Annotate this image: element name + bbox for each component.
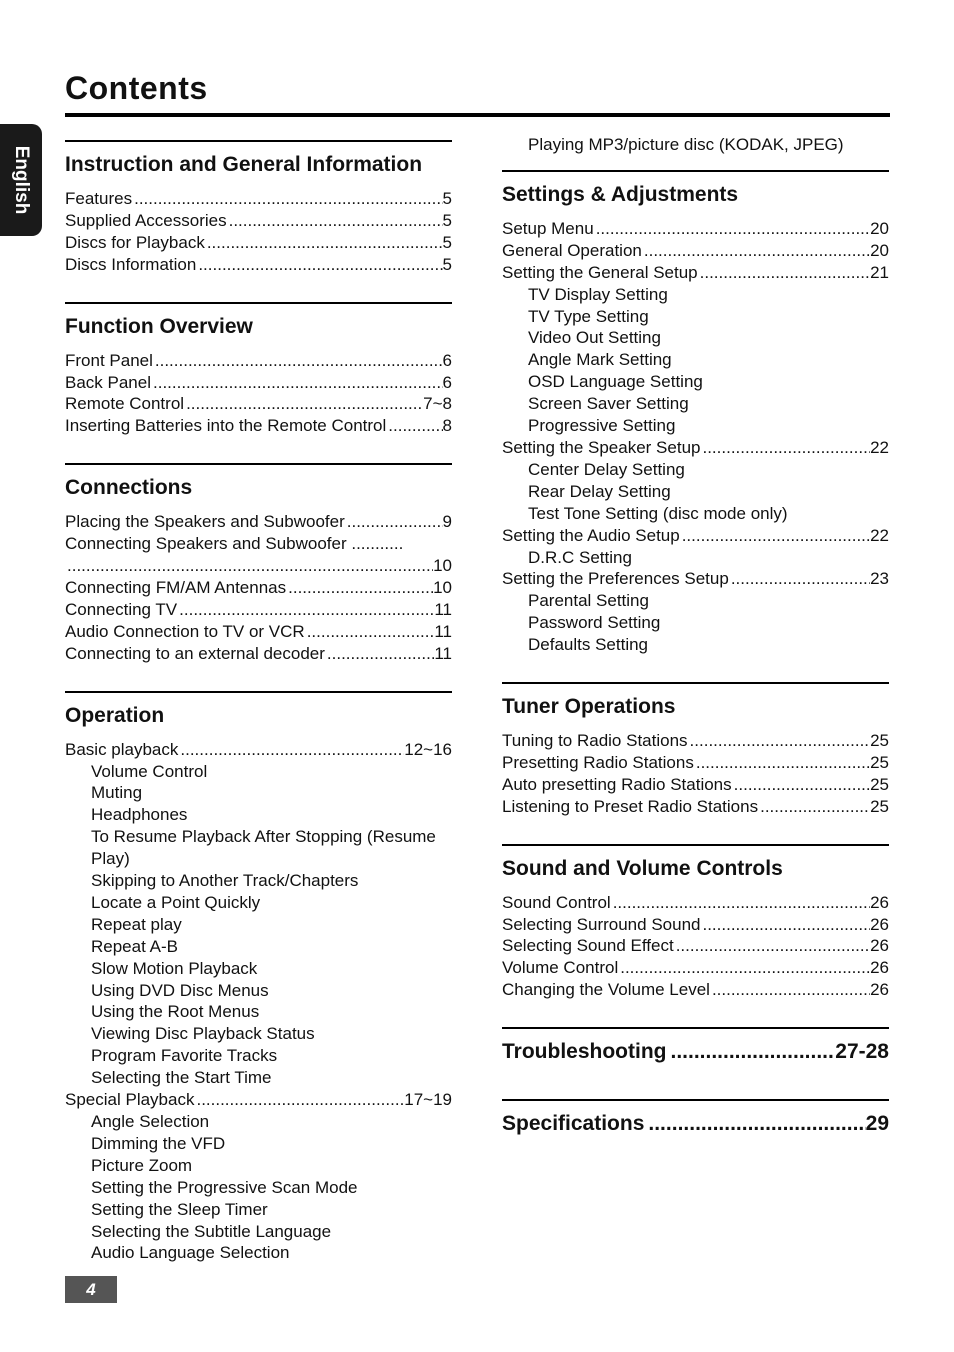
entry-page: 20	[870, 240, 889, 260]
entry-label: Listening to Preset Radio Stations	[502, 796, 759, 816]
toc-subentry[interactable]: OSD Language Setting	[528, 372, 703, 392]
toc-entry[interactable]	[65, 577, 452, 599]
entry-list	[65, 188, 452, 276]
toc-entry[interactable]	[65, 350, 452, 372]
entry-page: 29	[865, 1112, 889, 1136]
entry-page: 22	[870, 525, 889, 545]
entry-label: Setting the General Setup	[502, 262, 698, 282]
toc-entry[interactable]	[65, 621, 452, 643]
toc-subentry[interactable]: Picture Zoom	[91, 1155, 193, 1175]
toc-entry[interactable]	[502, 218, 889, 240]
dot-leader	[732, 774, 870, 796]
toc-section	[502, 1099, 889, 1139]
toc-entry[interactable]	[502, 914, 889, 936]
toc-subentry[interactable]: Setting the Progressive Scan Mode	[91, 1177, 358, 1197]
right-sections	[502, 170, 889, 1001]
entry-label: Remote Control	[65, 394, 185, 414]
toc-subentry[interactable]: Defaults Setting	[528, 635, 649, 655]
dot-leader	[325, 643, 434, 665]
entry-page: 25	[870, 731, 889, 751]
entry-label: Presetting Radio Stations	[502, 752, 694, 772]
entry-page: 26	[870, 958, 889, 978]
entry-label: Tuning to Radio Stations	[502, 731, 688, 751]
section-heading: Sound and Volume Controls	[502, 856, 783, 880]
toc-entry[interactable]	[65, 555, 452, 577]
toc-subentry[interactable]: TV Display Setting	[528, 284, 668, 304]
dot-leader	[177, 599, 434, 621]
toc-entry[interactable]	[502, 892, 889, 914]
entry-list	[502, 730, 889, 818]
entry-page: 11	[434, 643, 452, 663]
toc-entry[interactable]	[65, 739, 452, 761]
dot-leader	[153, 350, 443, 372]
entry-label: Front Panel	[65, 350, 153, 370]
toc-subentry[interactable]: Test Tone Setting (disc mode only)	[528, 503, 788, 523]
toc-section	[502, 682, 889, 818]
section-heading: Connections	[65, 476, 193, 500]
toc-subentry[interactable]: Program Favorite Tracks	[91, 1046, 278, 1066]
dot-leader	[227, 210, 443, 232]
entry-label: Auto presetting Radio Stations	[502, 774, 732, 794]
toc-entry[interactable]	[65, 188, 452, 210]
entry-page: 5	[442, 254, 452, 274]
toc-entry[interactable]	[65, 643, 452, 665]
toc-section	[65, 140, 452, 276]
toc-subentry[interactable]: Selecting the Start Time	[91, 1068, 272, 1088]
toc-entry[interactable]	[502, 774, 889, 796]
dot-leader	[642, 240, 870, 262]
toc-subentry[interactable]: Password Setting	[528, 613, 661, 633]
toc-entry[interactable]	[502, 568, 889, 590]
toc-entry[interactable]	[502, 979, 889, 1001]
toc-entry[interactable]	[502, 957, 889, 979]
entry-page: 22	[870, 437, 889, 457]
section-heading: Settings & Adjustments	[502, 182, 739, 206]
section-heading: Operation	[65, 703, 165, 727]
toc-entry[interactable]	[65, 511, 452, 533]
toc-subentry[interactable]: Repeat play	[91, 914, 182, 934]
entry-page: 26	[870, 936, 889, 956]
dot-leader	[729, 568, 870, 590]
dot-leader	[184, 393, 423, 415]
toc-entry[interactable]	[65, 393, 452, 415]
dot-leader	[710, 979, 870, 1001]
toc-subentry[interactable]: Parental Setting	[528, 591, 649, 611]
dot-leader	[178, 739, 404, 761]
entry-page: 26	[870, 892, 889, 912]
toc-subentry[interactable]: Dimming the VFD	[91, 1133, 226, 1153]
language-tab-label: English	[11, 145, 32, 215]
dot-leader	[305, 621, 435, 643]
toc-subentry[interactable]: Repeat A-B	[91, 936, 178, 956]
dot-leader	[345, 511, 443, 533]
toc-entry[interactable]	[65, 599, 452, 621]
toc-subentry[interactable]: Video Out Setting	[528, 328, 661, 348]
dot-leader	[700, 437, 870, 459]
toc-entry[interactable]	[502, 796, 889, 818]
entry-label: Audio Connection to TV or VCR	[65, 621, 305, 641]
entry-label: Specifications	[502, 1112, 645, 1136]
page-title: Contents	[65, 70, 208, 106]
toc-entry[interactable]	[502, 525, 889, 547]
entry-label: Connecting TV	[65, 599, 178, 619]
entry-page: 26	[870, 980, 889, 1000]
toc-subentry[interactable]: Viewing Disc Playback Status	[91, 1024, 315, 1044]
entry-page: 10	[433, 556, 452, 576]
dot-leader	[688, 730, 871, 752]
toc-subentry[interactable]: Setting the Sleep Timer	[91, 1199, 268, 1219]
entry-label: Connecting FM/AM Antennas	[65, 577, 287, 597]
toc-entry[interactable]	[65, 232, 452, 254]
entry-page: 25	[870, 752, 889, 772]
dot-leader	[644, 1109, 865, 1139]
toc-entry[interactable]	[65, 533, 452, 555]
dot-leader	[611, 892, 870, 914]
toc-subentry[interactable]: Selecting the Subtitle Language	[91, 1221, 332, 1241]
toc-subentry[interactable]: To Resume Playback After Stopping (Resume Play)	[91, 827, 436, 869]
entry-list	[502, 218, 889, 656]
toc-subentry[interactable]: Slow Motion Playback	[91, 958, 258, 978]
left-column	[65, 140, 452, 1264]
toc-section	[502, 844, 889, 1002]
entry-page: 5	[442, 189, 452, 208]
dot-leader	[700, 914, 870, 936]
right-column	[502, 134, 889, 1139]
entry-page: 25	[870, 796, 889, 816]
toc-section	[502, 170, 889, 656]
entry-label: Sound Control	[502, 892, 611, 912]
toc-subentry[interactable]: D.R.C Setting	[528, 547, 632, 567]
entry-page: 8	[442, 416, 452, 436]
toc-entry[interactable]	[65, 415, 452, 437]
toc-subentry[interactable]: Screen Saver Setting	[528, 394, 689, 414]
toc-subentry[interactable]: TV Type Setting	[528, 306, 649, 326]
dot-leader	[286, 577, 433, 599]
toc-entry[interactable]	[502, 437, 889, 459]
dot-leader	[666, 1037, 835, 1067]
toc-entry[interactable]	[65, 372, 452, 394]
entry-label: General Operation	[502, 240, 642, 260]
toc-subentry[interactable]: Angle Mark Setting	[528, 350, 672, 370]
entry-label: Back Panel	[65, 372, 151, 392]
entry-page: 27-28	[835, 1040, 889, 1064]
toc-entry[interactable]	[502, 935, 889, 957]
toc-entry[interactable]	[65, 254, 452, 276]
toc-entry[interactable]	[65, 1089, 452, 1111]
toc-subentry[interactable]: Audio Language Selection	[91, 1243, 290, 1263]
dot-leader	[698, 262, 870, 284]
dot-leader	[194, 1089, 404, 1111]
entry-label: Supplied Accessories	[65, 210, 227, 230]
toc-entry[interactable]	[502, 240, 889, 262]
entry-label: Volume Control	[502, 958, 619, 978]
dot-leader	[386, 415, 442, 437]
dot-leader	[680, 525, 870, 547]
entry-label: Setup Menu	[502, 218, 594, 238]
entry-label: Troubleshooting	[502, 1040, 667, 1064]
toc-subentry[interactable]: Using the Root Menus	[91, 1002, 260, 1022]
entry-page: 26	[870, 914, 889, 934]
entry-page: 25	[870, 774, 889, 794]
dot-leader	[205, 232, 443, 254]
entry-page: 7~8	[423, 394, 452, 414]
entry-label: Selecting Surround Sound	[502, 914, 701, 934]
entry-list	[502, 892, 889, 1002]
dot-leader	[151, 372, 443, 394]
toc-subentry[interactable]: Headphones	[91, 805, 188, 825]
entry-label: Basic playback	[65, 739, 179, 759]
entry-label: Inserting Batteries into the Remote Control	[65, 416, 387, 436]
entry-label: Connecting Speakers and Subwoofer ...........	[65, 534, 404, 554]
toc-entry[interactable]	[502, 730, 889, 752]
entry-page: 9	[442, 512, 452, 532]
entry-label: Changing the Volume Level	[502, 980, 710, 1000]
dot-leader	[196, 254, 442, 276]
toc-subentry[interactable]: Locate a Point Quickly	[91, 892, 261, 912]
toc-subentry[interactable]: Rear Delay Setting	[528, 481, 671, 501]
toc-entry[interactable]	[65, 210, 452, 232]
toc-subentry[interactable]: Progressive Setting	[528, 416, 676, 436]
toc-subentry[interactable]: Using DVD Disc Menus	[91, 980, 269, 1000]
entry-page: 20	[870, 218, 889, 238]
title-rule	[65, 113, 890, 117]
entry-page: 10	[433, 577, 452, 597]
entry-page: 11	[434, 599, 452, 619]
toc-entry-major[interactable]	[502, 1109, 889, 1139]
dot-leader	[758, 796, 870, 818]
bottom-entries	[502, 1027, 889, 1139]
entry-page: 6	[442, 350, 452, 370]
entry-label: Setting the Speaker Setup	[502, 437, 701, 457]
entry-label: Connecting to an external decoder	[65, 643, 325, 663]
entry-list	[65, 511, 452, 664]
dot-leader	[694, 752, 870, 774]
toc-subentry[interactable]: Angle Selection	[91, 1112, 210, 1131]
entry-label: Setting the Preferences Setup	[502, 569, 729, 589]
toc-entry[interactable]	[502, 752, 889, 774]
dot-leader	[594, 218, 870, 240]
toc-entry[interactable]	[502, 262, 889, 284]
dot-leader	[65, 555, 433, 577]
language-tab	[0, 124, 42, 236]
entry-label: Placing the Speakers and Subwoofer	[65, 512, 345, 532]
toc-subentry[interactable]: Muting	[91, 783, 143, 803]
toc-section	[65, 463, 452, 664]
dot-leader	[132, 188, 442, 210]
entry-label: Features	[65, 189, 133, 208]
entry-page: 6	[442, 372, 452, 392]
entry-page: 21	[870, 262, 889, 282]
section-heading: Instruction and General Information	[65, 153, 423, 176]
entry-list	[65, 739, 452, 1265]
entry-page: 5	[442, 232, 452, 252]
toc-section	[502, 1027, 889, 1067]
entry-label: Discs Information	[65, 254, 197, 274]
toc-section	[65, 691, 452, 1265]
entry-page: 23	[870, 569, 889, 589]
toc-subentry[interactable]: Center Delay Setting	[528, 459, 685, 479]
page-number: 4	[65, 1276, 117, 1303]
entry-label: Discs for Playback	[65, 232, 205, 252]
entry-label: Special Playback	[65, 1090, 195, 1110]
toc-subentry[interactable]: Playing MP3/picture disc (KODAK, JPEG)	[528, 135, 844, 154]
entry-label: Selecting Sound Effect	[502, 936, 674, 956]
entry-page: 5	[442, 210, 452, 230]
section-heading: Function Overview	[65, 314, 253, 338]
toc-subentry[interactable]: Volume Control	[91, 761, 208, 781]
toc-section	[65, 302, 452, 438]
section-heading: Tuner Operations	[502, 695, 676, 719]
dot-leader	[618, 957, 870, 979]
entry-label: Setting the Audio Setup	[502, 525, 680, 545]
entry-page: 11	[434, 621, 452, 641]
dot-leader	[674, 935, 870, 957]
toc-entry-major[interactable]	[502, 1037, 889, 1067]
toc-subentry[interactable]: Skipping to Another Track/Chapters	[91, 871, 359, 891]
entry-list	[65, 350, 452, 438]
entry-page: 17~19	[404, 1090, 452, 1110]
entry-page: 12~16	[404, 739, 452, 759]
